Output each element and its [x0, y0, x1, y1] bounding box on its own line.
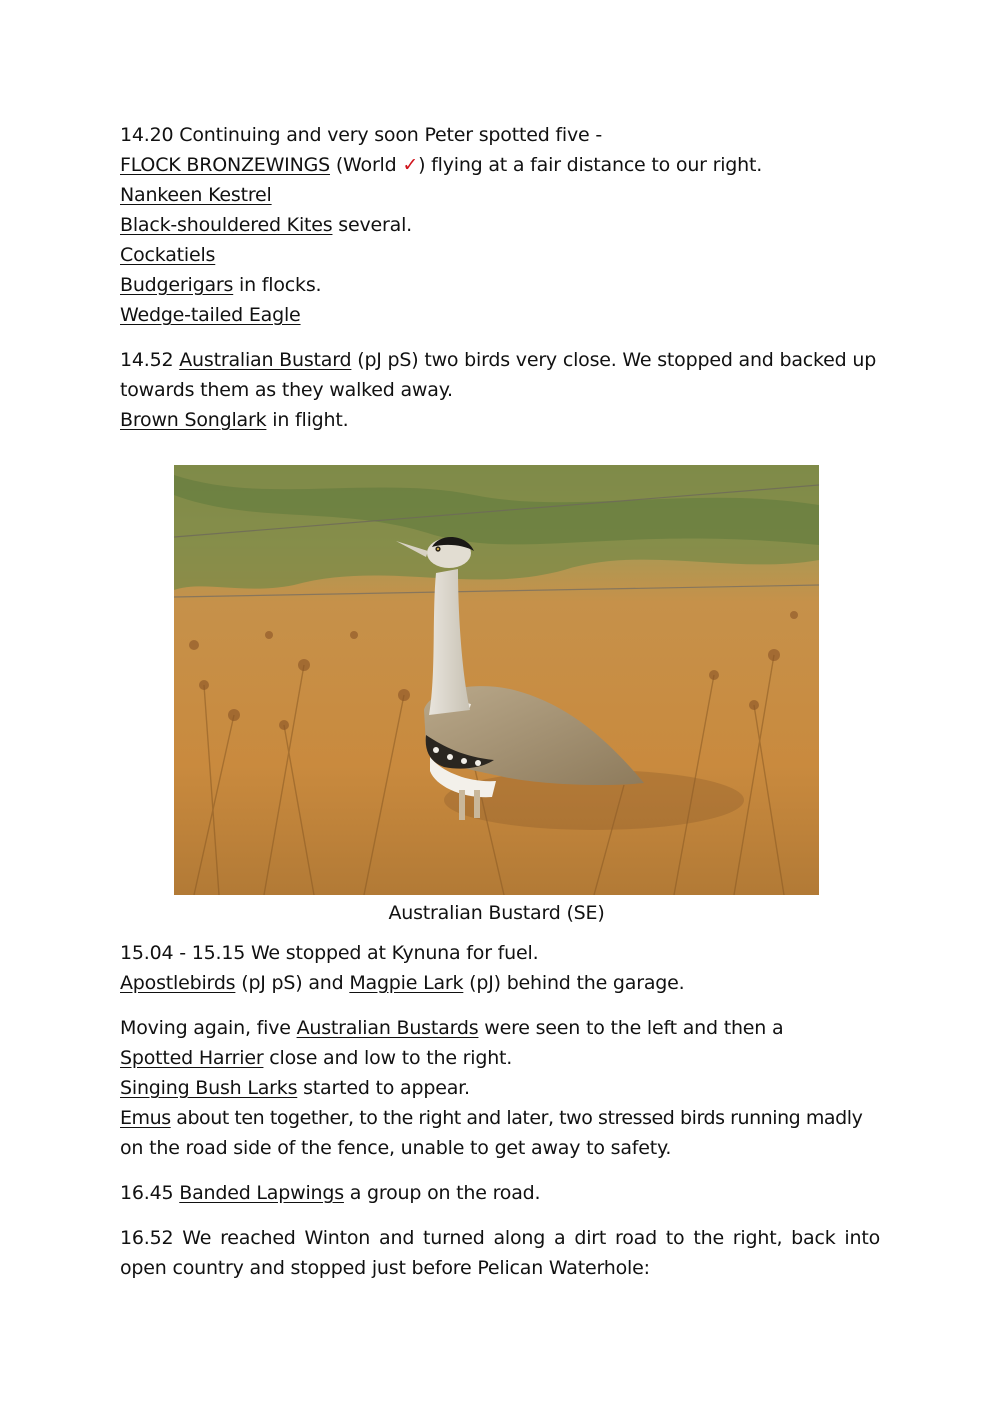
- species-flock-bronzewings: FLOCK BRONZEWINGS: [120, 154, 330, 176]
- entry-text: about ten together, to the right and later, two stressed birds running madly: [170, 1107, 863, 1129]
- species-australian-bustard: Australian Bustard: [179, 349, 352, 371]
- entry-1452-continued: towards them as they walked away.: [120, 379, 453, 401]
- entry-1452: [120, 345, 880, 375]
- entry-text: a group on the road.: [343, 1182, 541, 1204]
- species-black-shouldered-kites: Black-shouldered Kites: [120, 214, 333, 236]
- bush-larks-line: [120, 1073, 880, 1103]
- budgerigars-line: [120, 270, 880, 300]
- time-stamp: 16.45: [120, 1182, 174, 1204]
- cockatiels-line: [120, 240, 880, 270]
- entry-1420-intro: [120, 120, 880, 150]
- bustard-figure: [174, 465, 819, 929]
- species-emus: Emus: [120, 1107, 171, 1129]
- entry-text: ) flying at a fair distance to our right.: [418, 154, 763, 176]
- entry-text: close and low to the right.: [263, 1047, 513, 1069]
- time-stamp: 14.52: [120, 349, 174, 371]
- entry-text: (pJ pS) two birds very close. We stopped and backed up: [351, 349, 877, 371]
- flock-bronzewings-line: [120, 150, 880, 180]
- species-banded-lapwings: Banded Lapwings: [179, 1182, 344, 1204]
- entry-text: Moving again, five: [120, 1017, 297, 1039]
- species-magpie-lark: Magpie Lark: [349, 972, 464, 994]
- entry-text: in flight.: [266, 409, 349, 431]
- species-cockatiels: Cockatiels: [120, 244, 216, 266]
- time-stamp: 14.20: [120, 124, 174, 146]
- species-australian-bustards: Australian Bustards: [296, 1017, 479, 1039]
- australian-bustard-photo: [174, 465, 819, 895]
- entry-1645: [120, 1178, 880, 1208]
- species-nankeen-kestrel: Nankeen Kestrel: [120, 184, 272, 206]
- world-label: (World: [335, 154, 403, 176]
- check-mark-icon: ✓: [402, 154, 419, 176]
- entry-text: (pJ pS) and: [235, 972, 350, 994]
- entry-kynuna: 15.04 - 15.15 We stopped at Kynuna for fuel.: [120, 942, 539, 964]
- entry-text: started to appear.: [297, 1077, 470, 1099]
- entry-text: were seen to the left and then a: [478, 1017, 784, 1039]
- entry-text: several.: [332, 214, 413, 236]
- entry-text: Continuing and very soon Peter spotted five -: [179, 124, 602, 146]
- entry-text: in flocks.: [233, 274, 322, 296]
- figure-caption: Australian Bustard (SE): [388, 902, 605, 924]
- apostlebirds-line: [120, 968, 880, 998]
- species-budgerigars: Budgerigars: [120, 274, 234, 296]
- songlark-line: [120, 405, 880, 435]
- harrier-line: [120, 1043, 880, 1073]
- entry-1652: 16.52 We reached Winton and turned along a dirt road to the right, back into open country and stopped just before Pelican Waterhole:: [120, 1227, 880, 1279]
- species-brown-songlark: Brown Songlark: [120, 409, 267, 431]
- species-singing-bush-larks: Singing Bush Larks: [120, 1077, 298, 1099]
- document-page: [120, 120, 880, 1283]
- species-spotted-harrier: Spotted Harrier: [120, 1047, 264, 1069]
- moving-again-line: [120, 1013, 880, 1043]
- entry-text: (pJ) behind the garage.: [463, 972, 685, 994]
- species-apostlebirds: Apostlebirds: [120, 972, 236, 994]
- species-wedge-tailed-eagle: Wedge-tailed Eagle: [120, 304, 301, 326]
- kites-line: [120, 210, 880, 240]
- eagle-line: [120, 300, 880, 330]
- nankeen-kestrel-line: [120, 180, 880, 210]
- emus-line: [120, 1103, 880, 1133]
- emus-line-continued: on the road side of the fence, unable to get away to safety.: [120, 1137, 672, 1159]
